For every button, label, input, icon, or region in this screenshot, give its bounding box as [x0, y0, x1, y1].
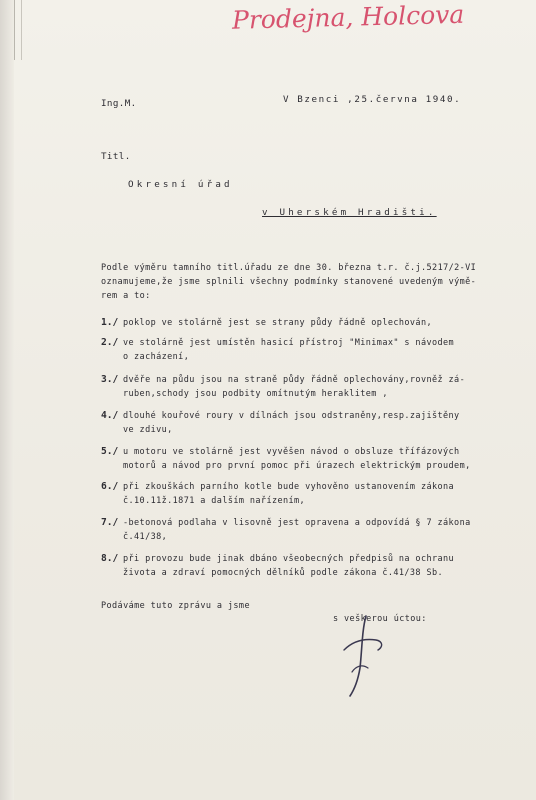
- item-number: 5./: [101, 446, 119, 457]
- item-text: ve zdivu,: [123, 425, 173, 435]
- item-number: 3./: [101, 374, 119, 385]
- item-text: o zacházení,: [123, 352, 190, 362]
- salutation: Titl.: [101, 151, 131, 162]
- initials: Ing.M.: [101, 98, 137, 109]
- regards-line: s veškerou úctou:: [333, 614, 427, 624]
- handwritten-annotation: Prodejna, Holcova: [231, 0, 465, 35]
- item-text: ve stolárně jest umístěn hasicí přístroj "Minimax" s návodem: [123, 338, 455, 348]
- item-text: motorů a návod pro první pomoc při úrazech elektrickým proudem,: [123, 461, 471, 471]
- item-number: 2./: [101, 337, 119, 348]
- item-text: života a zdraví pomocných dělníků podle zákona č.41/38 Sb.: [123, 568, 444, 578]
- binding-strip: [14, 0, 22, 60]
- item-number: 8./: [101, 553, 119, 564]
- recipient-line-2: v Uherském Hradišti.: [262, 207, 437, 218]
- item-text: při zkouškách parního kotle bude vyhověno ustanovením zákona: [123, 482, 455, 492]
- intro-line-3: rem a to:: [101, 291, 151, 301]
- item-text: č.41/38,: [123, 532, 168, 542]
- item-text: -betonová podlaha v lisovně jest opravena a odpovídá § 7 zákona: [123, 518, 471, 528]
- item-number: 1./: [101, 317, 119, 328]
- item-text: ruben,schody jsou podbity omítnutým heraklitem ,: [123, 389, 388, 399]
- item-number: 4./: [101, 410, 119, 421]
- handwritten-signature: [332, 610, 392, 700]
- page-edge: [0, 0, 14, 800]
- item-text: při provozu bude jinak dbáno všeobecných předpisů na ochranu: [123, 554, 455, 564]
- item-text: u motoru ve stolárně jest vyvěšen návod o obsluze třífázových: [123, 447, 460, 457]
- recipient-line-1: Okresní úřad: [128, 179, 233, 190]
- intro-line-1: Podle výměru tamního titl.úřadu ze dne 30. března t.r. č.j.5217/2-VI: [101, 263, 477, 273]
- item-text: dlouhé kouřové roury v dílnách jsou odstraněny,resp.zajištěny: [123, 411, 460, 421]
- item-text: poklop ve stolárně jest se strany půdy řádně oplechován,: [123, 318, 432, 328]
- intro-line-2: oznamujeme,že jsme splnili všechny podmínky stanovené uvedeným výmě-: [101, 277, 477, 287]
- item-number: 7./: [101, 517, 119, 528]
- closing-line: Podáváme tuto zprávu a jsme: [101, 601, 250, 611]
- item-number: 6./: [101, 481, 119, 492]
- item-text: dvěře na půdu jsou na straně půdy řádně oplechovány,rovněž zá-: [123, 375, 466, 385]
- item-text: č.10.11ž.1871 a dalším nařízením,: [123, 496, 306, 506]
- place-date: V Bzenci ,25.června 1940.: [283, 94, 462, 105]
